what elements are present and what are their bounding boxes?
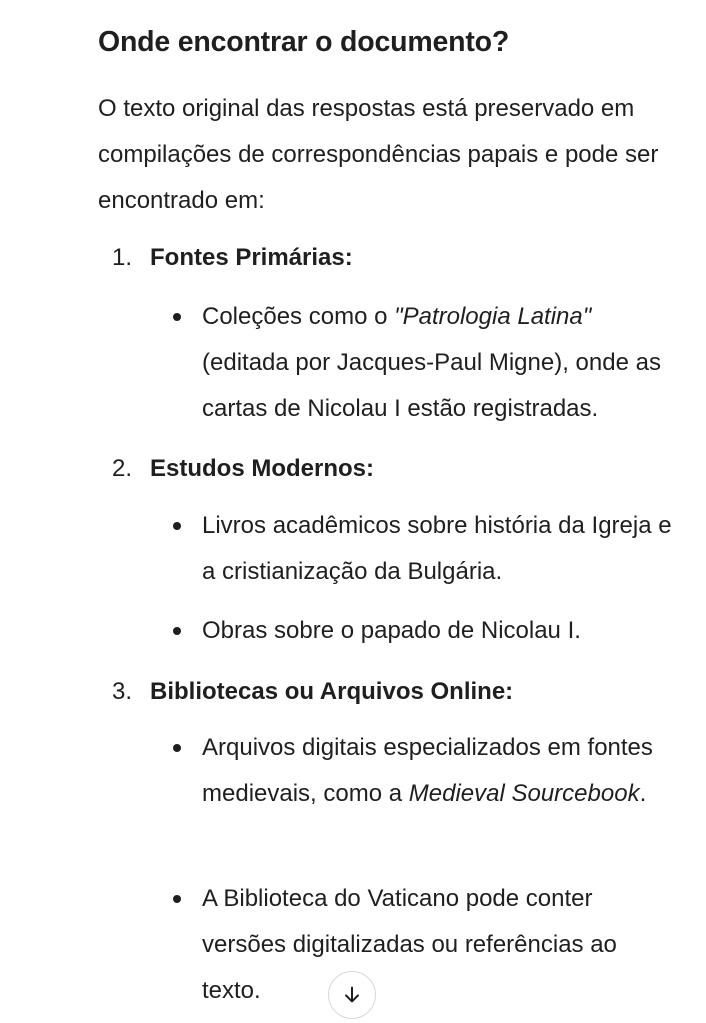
numbered-item-3 [112,678,513,706]
bullet-text: A Biblioteca do Vaticano pode conter versões digitalizadas ou referências ao texto. [202,885,617,1004]
scroll-to-bottom-button[interactable] [328,971,376,1019]
item-title: Bibliotecas ou Arquivos Online: [150,678,514,705]
numbered-item-2 [112,455,374,483]
item-number: 1. [112,244,133,271]
item-number: 2. [112,455,133,482]
bullet-italic-text: Medieval Sourcebook [408,780,640,807]
item-title: Fontes Primárias: [150,244,353,271]
numbered-item-1 [112,244,353,272]
bullet-item [202,503,682,595]
bullet-item [202,608,682,654]
bullet-text: Arquivos digitais especializados em fontes medievais, como a [202,734,653,807]
section-heading: Onde encontrar o documento? [98,26,510,58]
bullet-text: Coleções como o [202,303,395,330]
intro-paragraph: O texto original das respostas está preservado em compilações de correspondências papais e pode ser encontrado em: [98,95,659,214]
bullet-text: (editada por Jacques-Paul Migne), onde as cartas de Nicolau I estão registradas. [202,349,661,422]
bullet-item [202,294,682,432]
bullet-text: . [639,780,647,807]
bullet-text: Obras sobre o papado de Nicolau I. [202,617,581,644]
bullet-text: Livros acadêmicos sobre história da Igreja e a cristianização da Bulgária. [202,512,672,585]
item-number: 3. [112,678,133,705]
bullet-italic-text: "Patrologia Latina" [394,303,592,330]
bullet-item [202,725,682,817]
bullet-item [202,876,682,1014]
item-title: Estudos Modernos: [150,455,375,482]
arrow-down-icon [341,984,363,1006]
